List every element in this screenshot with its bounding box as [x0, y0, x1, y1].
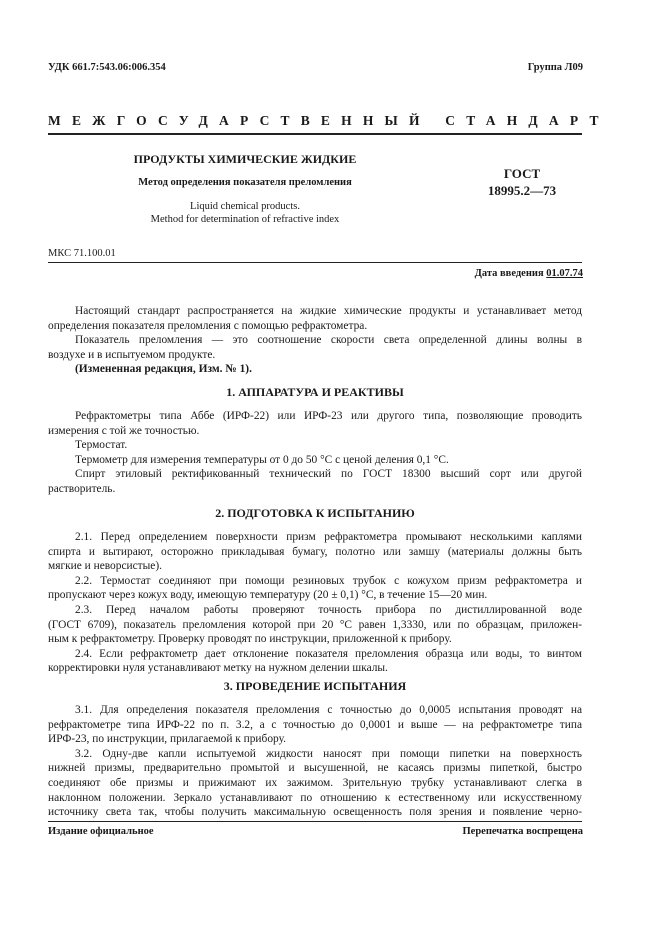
text-line: 3.2. Одну-две капли испытуемой жидкости наносят при помощи пипетки на поверхность: [75, 747, 582, 760]
text-line: корректировки нуля устанавливают метку на нужном делении шкалы.: [48, 662, 388, 675]
text-line: измерения с той же точностью.: [48, 424, 200, 437]
text-line: источнику света так, чтобы получить максимальную освещенность поля зрения и появление черно-: [48, 806, 582, 819]
text-line: Настоящий стандарт распространяется на жидкие химические продукты и устанавливает метод: [75, 305, 582, 317]
gost-label: ГОСТ: [503, 166, 541, 181]
standard-banner: МЕЖГОСУДАРСТВЕННЫЙ СТАНДАРТ: [48, 113, 610, 128]
section-1-body: [48, 409, 582, 497]
text-line: Термостат.: [75, 439, 128, 452]
doc-subtitle: Метод определения показателя преломления: [138, 177, 352, 188]
text-line: (ГОСТ 6709), показатель преломления которой при 20 °С равен 1,3330, или по образцам, приложен-: [48, 618, 582, 631]
section-3-body: [48, 703, 582, 820]
text-line: 2.2. Термостат соединяют при помощи резиновых трубок с кожухом призм рефрактометра и: [75, 574, 582, 587]
doc-title: ПРОДУКТЫ ХИМИЧЕСКИЕ ЖИДКИЕ: [133, 152, 357, 166]
text-line: спирта и вытирают, осторожно прикладывая бумагу, полотно или замшу (материалы должны быть: [48, 545, 582, 558]
text-line: воздухе и в испытуемом продукте.: [48, 348, 216, 361]
amendment-note: (Измененная редакция, Изм. № 1).: [75, 363, 252, 376]
text-line: рефрактометре типа ИРФ-22 по п. 3.2, а с точностью до 0,0001 и выше — на рефрактометре типа: [48, 718, 582, 731]
text-line: соединяют обе призмы и прижимают их зажимом. Зрительную трубку устанавливают слегка в: [48, 776, 582, 789]
introduction-date-label: Дата введения: [474, 268, 544, 279]
footer-official-edition: Издание официальное: [48, 826, 154, 837]
text-line: 2.3. Перед началом работы проверяют точность прибора по дистиллированной воде: [75, 603, 582, 616]
text-line: 2.1. Перед определением поверхности призм рефрактометра промывают несколькими каплями: [75, 531, 582, 543]
doc-title-en-2: Method for determination of refractive index: [150, 214, 340, 225]
text-line: 3.1. Для определения показателя преломления с точностью до 0,0005 испытания проводят на: [75, 704, 582, 716]
text-line: Спирт этиловый ректификованный технический по ГОСТ 18300 высший сорт или другой: [75, 468, 582, 481]
text-line: мягкие и неворсистые).: [48, 560, 162, 573]
section-heading-2: 2. ПОДГОТОВКА К ИСПЫТАНИЮ: [215, 506, 415, 520]
text-line: 2.4. Если рефрактометр дает отклонение показателя преломления образца или воды, то винтом: [75, 647, 582, 660]
mks-rule: [48, 262, 582, 263]
text-line: ным к рефрактометру. Проверку проводят по инструкции, приложенной к прибору.: [48, 633, 452, 646]
introduction-date-value: 01.07.74: [546, 268, 583, 279]
footer-rule: [48, 821, 582, 822]
text-line: нижней призмы, предварительно промытой и высушенной, не касаясь призмы пипеткой, быстро: [48, 762, 582, 775]
footer-reprint-notice: Перепечатка воспрещена: [462, 826, 583, 837]
mks-code: МКС 71.100.01: [48, 248, 116, 259]
text-line: Термометр для измерения температуры от 0 до 50 °С с ценой деления 0,1 °С.: [75, 453, 449, 466]
text-line: Показатель преломления — это соотношение скорости света определенной длины волны в: [75, 334, 582, 347]
section-2-body: [48, 530, 582, 676]
introduction-date: [475, 268, 583, 279]
intro-paragraph: [48, 304, 582, 377]
section-heading-1: 1. АППАРАТУРА И РЕАКТИВЫ: [226, 385, 404, 399]
gost-number: 18995.2—73: [487, 183, 557, 198]
text-line: ИРФ-23, по инструкции, прилагаемой к прибору.: [48, 733, 286, 746]
text-line: пропускают через кожух воду, имеющую температуру (20 ± 0,1) °С, в течение 15—20 мин.: [48, 589, 488, 602]
doc-title-en-1: Liquid chemical products.: [190, 201, 300, 212]
udk-code: УДК 661.7:543.06:006.354: [48, 62, 166, 73]
text-line: наклонном положении. Зеркало устанавливают по отношению к естественному или искусственному: [48, 791, 582, 804]
text-line: растворитель.: [48, 482, 116, 495]
text-line: Рефрактометры типа Аббе (ИРФ-22) или ИРФ-23 или другого типа, позволяющие проводить: [75, 410, 582, 422]
group-code: Группа Л09: [527, 62, 583, 73]
banner-rule: [48, 133, 582, 135]
text-line: определения показателя преломления с помощью рефрактометра.: [48, 319, 368, 332]
section-heading-3: 3. ПРОВЕДЕНИЕ ИСПЫТАНИЯ: [223, 679, 407, 693]
